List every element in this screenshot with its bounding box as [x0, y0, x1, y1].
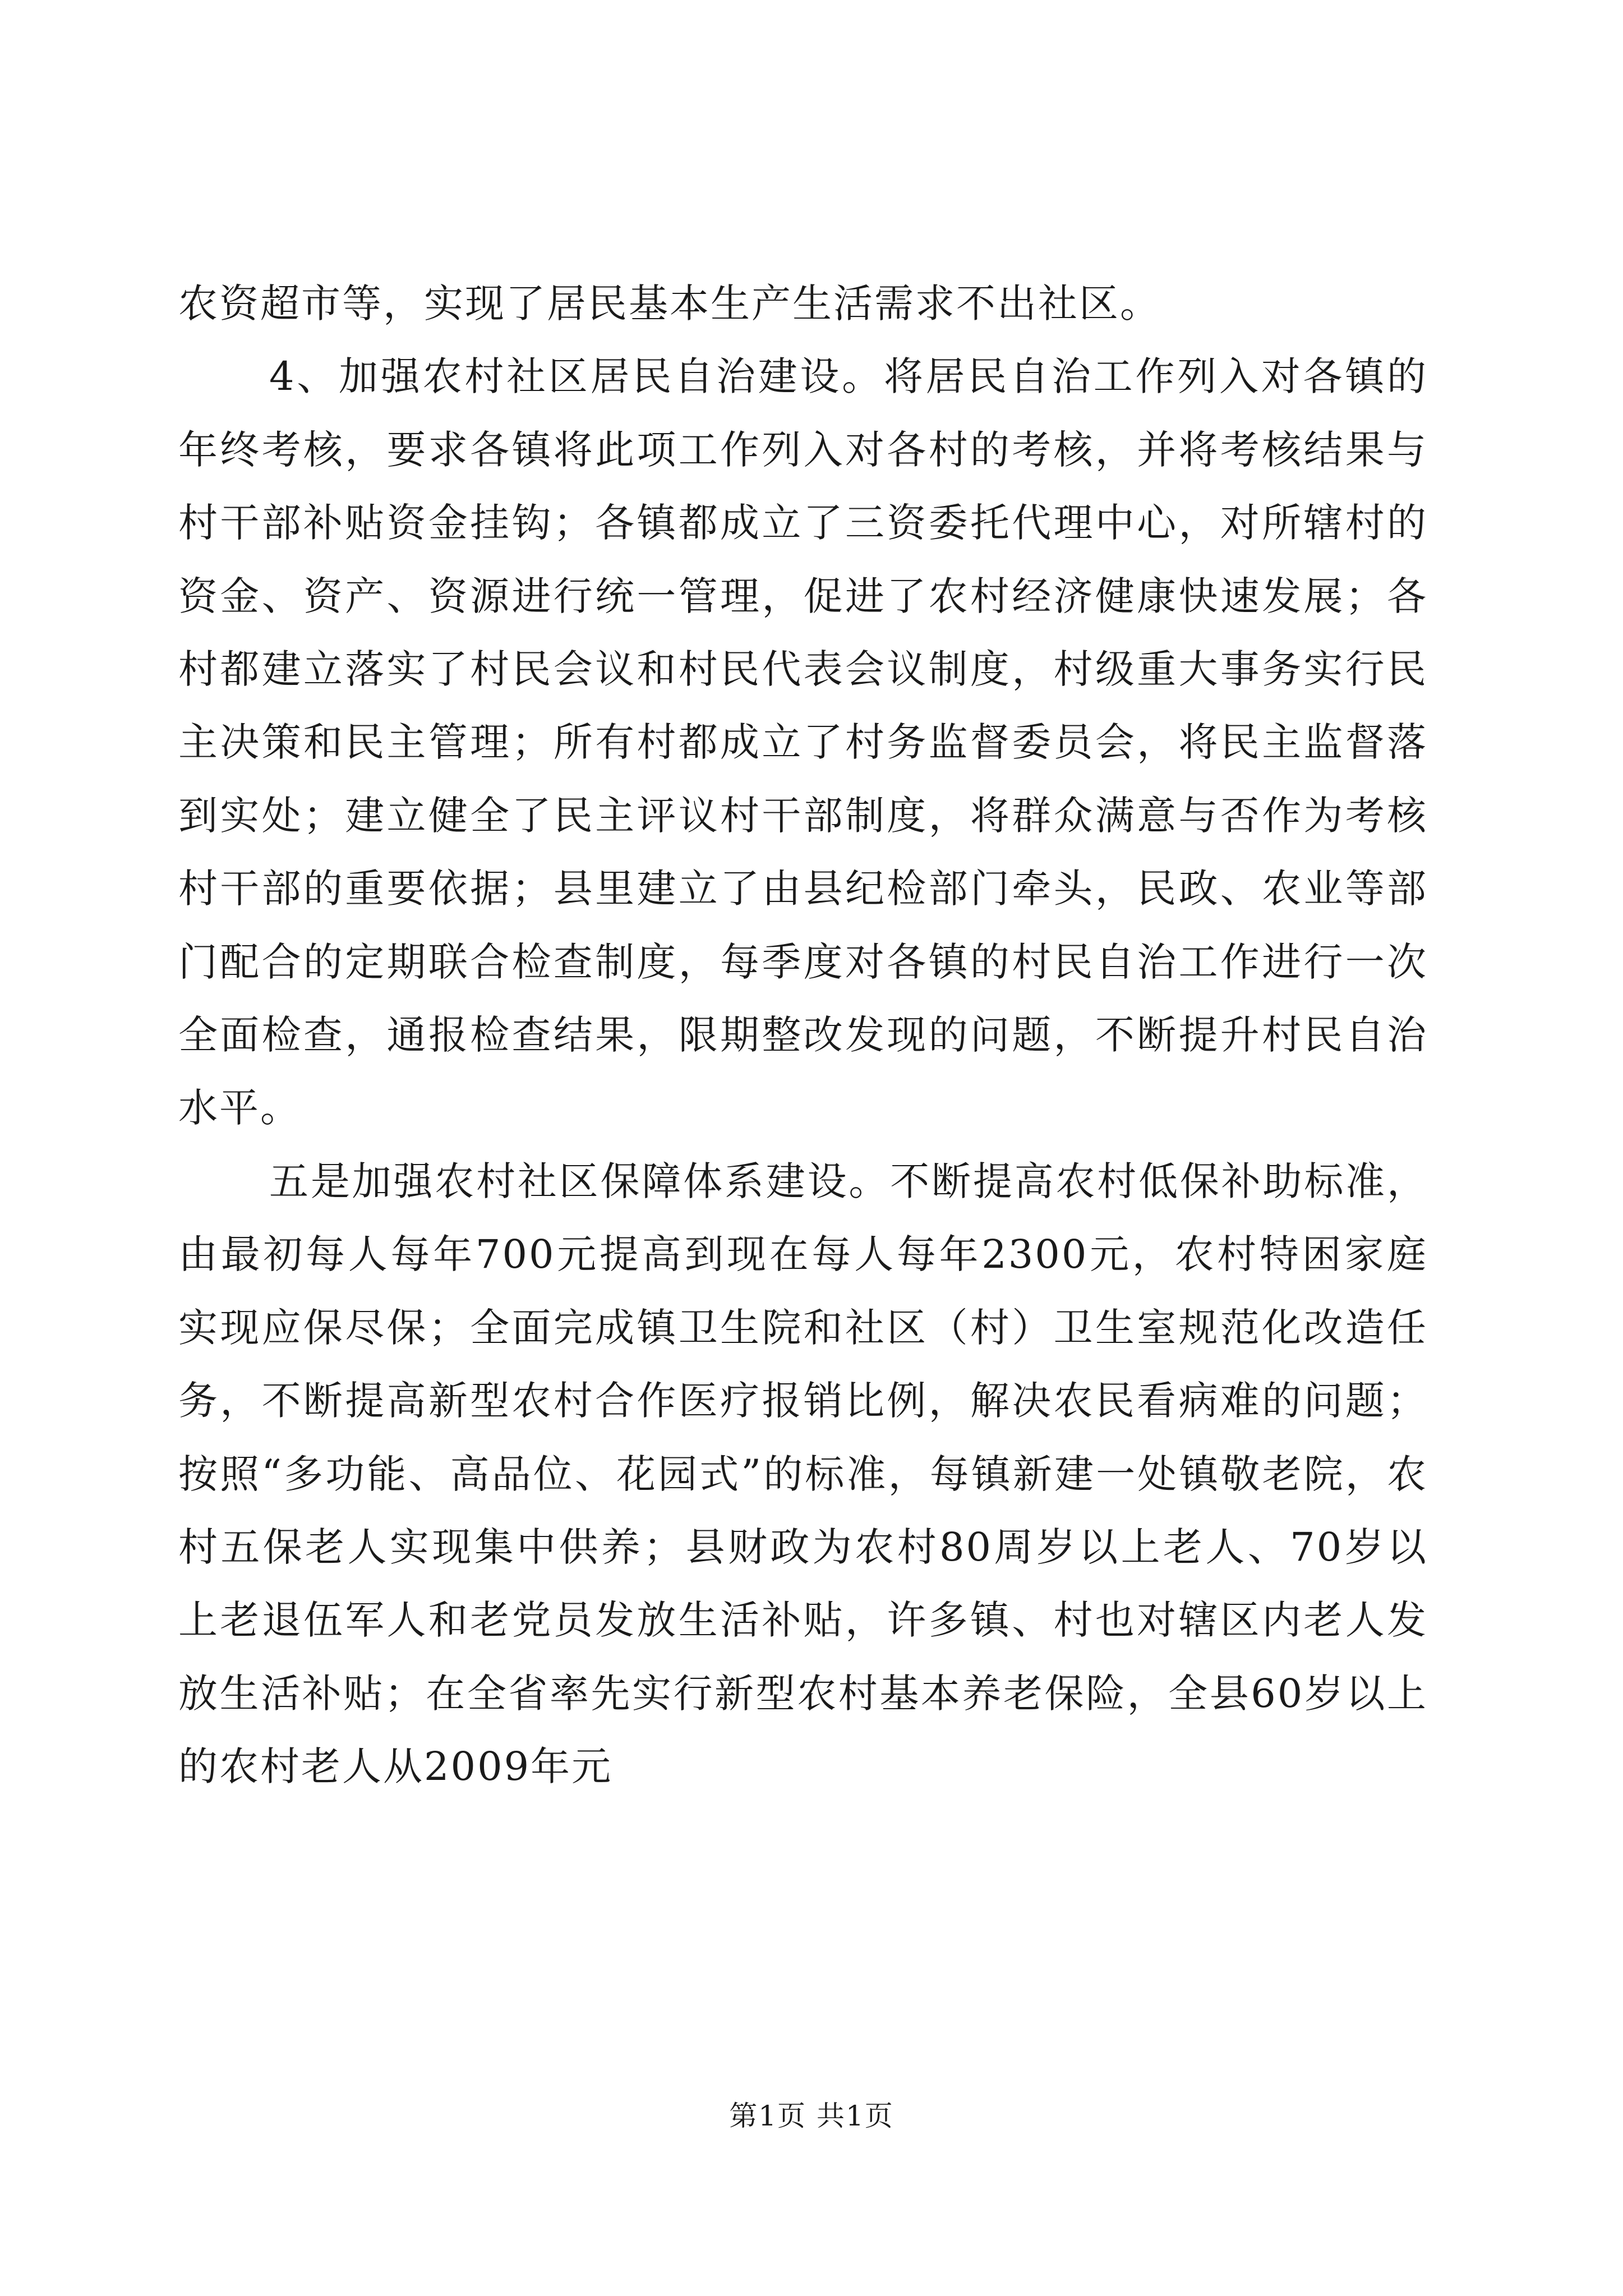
page-footer: 第1页 共1页 — [729, 2100, 894, 2132]
paragraph-social-security: 五是加强农村社区保障体系建设。不断提高农村低保补助标准，由最初每人每年700元提高到现在每人每年2300元，农村特困家庭实现应保尽保；全面完成镇卫生院和社区（村）卫生室规范化改造任务，不断提高新型农村合作医疗报销比例，解决农民看病难的问题；按照“多功能、高品位、花园式”的标准，每镇新建一处镇敬老院，农村五保老人实现集中供养；县财政为农村80周岁以上老人、70岁以上老退伍军人和老党员发放生活补贴，许多镇、村也对辖区内老人发放生活补贴；在全省率先实行新型农村基本养老保险，全县60岁以上的农村老人从2009年元 — [178, 1158, 1428, 1790]
paragraph-village-self-governance: 4、加强农村社区居民自治建设。将居民自治工作列入对各镇的年终考核，要求各镇将此项工作列入对各村的考核，并将考核结果与村干部补贴资金挂钩；各镇都成立了三资委托代理中心，对所辖村的资金、资产、资源进行统一管理，促进了农村经济健康快速发展；各村都建立落实了村民会议和村民代表会议制度，村级重大事务实行民主决策和民主管理；所有村都成立了村务监督委员会，将民主监督落到实处；建立健全了民主评议村干部制度，将群众满意与否作为考核村干部的重要依据；县里建立了由县纪检部门牵头，民政、农业等部门配合的定期联合检查制度，每季度对各镇的村民自治工作进行一次全面检查，通报检查结果，限期整改发现的问题，不断提升村民自治水平。 — [178, 353, 1428, 1131]
paragraph-continued: 农资超市等，实现了居民基本生产生活需求不出社区。 — [178, 280, 1161, 326]
body-text — [178, 267, 1428, 1803]
